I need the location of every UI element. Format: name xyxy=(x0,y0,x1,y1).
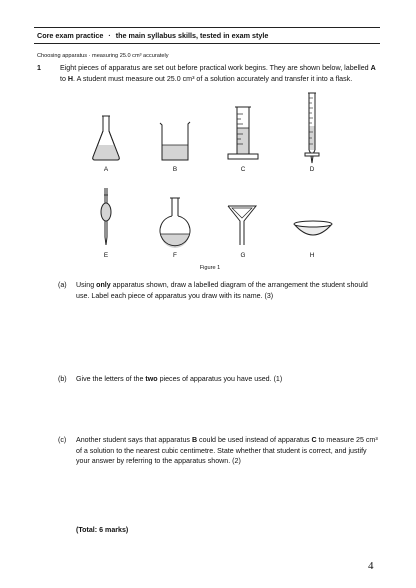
burette-icon xyxy=(304,92,320,164)
header-subtitle: the main syllabus skills, tested in exam style xyxy=(115,31,269,40)
beaker-icon xyxy=(159,121,191,161)
pipette-icon xyxy=(99,187,113,247)
conical-flask-icon xyxy=(91,115,121,161)
measuring-cylinder-icon xyxy=(226,106,260,161)
figure-caption: Figure 1 xyxy=(199,265,221,271)
header-separator: · xyxy=(108,31,111,40)
figure-label-e: E xyxy=(103,252,109,259)
figure-label-d: D xyxy=(309,166,315,173)
header-title: Core exam practice xyxy=(37,31,104,40)
part-a-text xyxy=(76,280,386,301)
header-bottom-rule xyxy=(34,43,380,44)
page-number: 4 xyxy=(368,560,374,572)
question-number: 1 xyxy=(37,64,41,72)
intro-text-1: Eight pieces of apparatus are set out before practical work begins. They are shown below, labelled xyxy=(60,64,371,72)
round-bottom-flask-icon xyxy=(158,197,192,247)
intro-label-h: H xyxy=(67,74,74,83)
intro-text-2: to xyxy=(60,74,68,83)
part-c-line-1: Another student says that apparatus B could be used instead of apparatus C to measure 25 cm³ xyxy=(76,436,378,444)
figure-label-f: F xyxy=(173,252,177,259)
evaporating-basin-icon xyxy=(293,220,333,238)
figure-label-g: G xyxy=(240,252,246,259)
part-a-line-1: Using only apparatus shown, draw a labelled diagram of the arrangement the student should xyxy=(76,281,368,289)
figure-label-b: B xyxy=(172,166,178,173)
part-b-label: (b) xyxy=(58,375,67,383)
question-intro xyxy=(60,63,380,84)
header-top-rule xyxy=(34,27,380,28)
intro-text-3: . A student must measure out 25.0 cm³ of a solution accurately and transfer it into a flask. xyxy=(73,74,353,83)
figure-label-h: H xyxy=(309,252,315,259)
total-marks: (Total: 6 marks) xyxy=(76,526,129,534)
page-header xyxy=(37,31,268,40)
part-c-line-2: of a solution to the nearest cubic centimetre. State whether that student is correct, and justify xyxy=(76,446,367,455)
part-a-label: (a) xyxy=(58,281,67,289)
part-c-label: (c) xyxy=(58,436,67,444)
part-a-line-2: use. Label each piece of apparatus you draw with its name. (3) xyxy=(76,291,274,300)
filter-funnel-icon xyxy=(227,205,257,247)
topic-line: Choosing apparatus · measuring 25.0 cm³ accurately xyxy=(37,53,169,59)
intro-label-a: A xyxy=(370,64,376,72)
part-b-text: Give the letters of the two pieces of apparatus you have used. (1) xyxy=(76,375,283,383)
figure-label-c: C xyxy=(240,166,246,173)
part-c-text xyxy=(76,435,386,467)
figure-label-a: A xyxy=(103,166,109,173)
part-c-line-3: your answer by referring to the apparatus shown. (2) xyxy=(76,457,241,465)
